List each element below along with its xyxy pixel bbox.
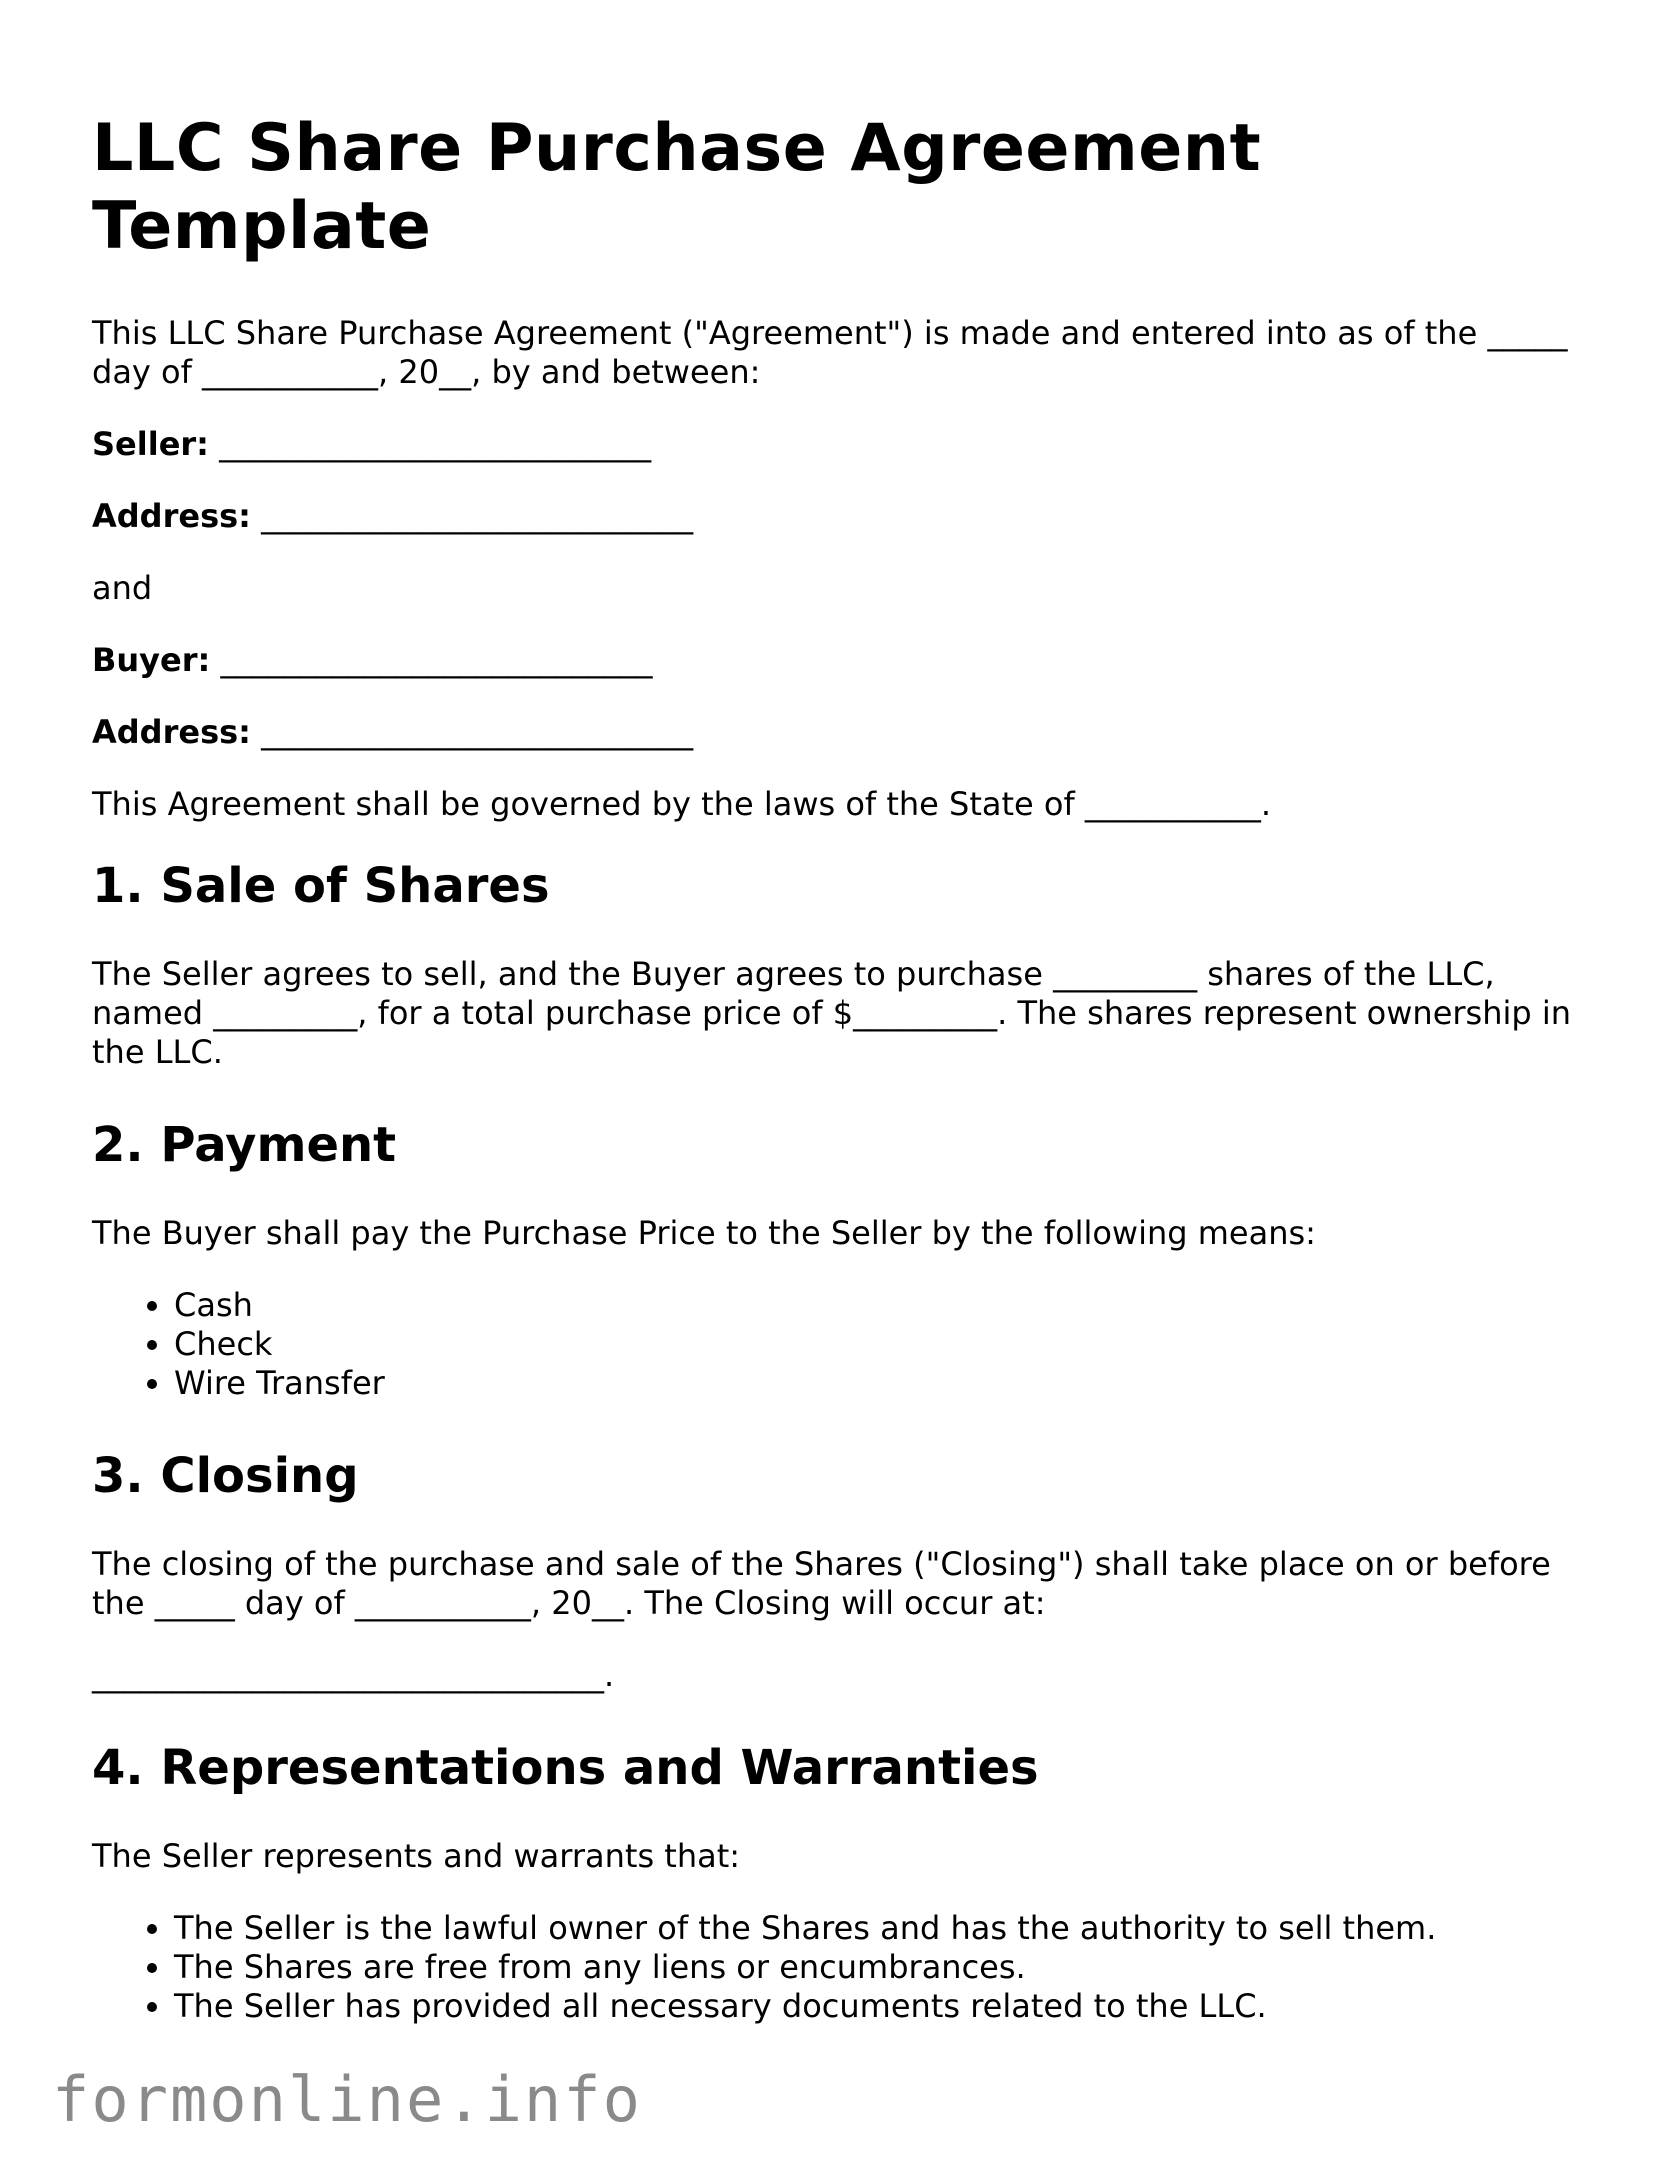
section-heading-warranties: 4. Representations and Warranties: [92, 1740, 1039, 1796]
list-item: • The Seller is the lawful owner of the Shares and has the authority to sell them.: [174, 1909, 1612, 1948]
seller-address-field: [92, 497, 1612, 536]
document-page: [92, 110, 1612, 2070]
intro-paragraph: This LLC Share Purchase Agreement ("Agreement") is made and entered into as of the _____ day of ___________, 20__, by and between:: [92, 314, 1568, 391]
section-text-sale: The Seller agrees to sell, and the Buyer agrees to purchase _________ shares of the LLC, named _________, for a total purchase price of $_________. The shares represent ownership in the LLC.: [92, 955, 1572, 1071]
seller-field: [92, 425, 1612, 464]
section-text-warranties: The Seller represents and warrants that:: [92, 1837, 741, 1875]
closing-location-blank: ________________________________.: [92, 1656, 615, 1694]
seller-address-label: Address:: [92, 497, 251, 535]
buyer-address-blank: ___________________________: [250, 713, 694, 751]
payment-methods-list: [92, 1286, 1612, 1403]
section-heading-payment: 2. Payment: [92, 1117, 397, 1173]
list-item: • Check: [174, 1325, 1612, 1364]
seller-blank: ___________________________: [208, 425, 652, 463]
list-item: • Cash: [174, 1286, 1612, 1325]
buyer-address-field: [92, 713, 1612, 752]
buyer-address-label: Address:: [92, 713, 251, 751]
seller-label: Seller:: [92, 425, 209, 463]
buyer-label: Buyer:: [92, 641, 211, 679]
section-heading-sale: 1. Sale of Shares: [92, 858, 550, 914]
seller-address-blank: ___________________________: [250, 497, 694, 535]
list-item: • The Seller has provided all necessary documents related to the LLC.: [174, 1987, 1612, 2026]
document-title: LLC Share Purchase Agreement Template: [92, 111, 1262, 264]
buyer-field: [92, 641, 1612, 680]
warranties-list: [92, 1909, 1612, 2026]
list-item: • The Shares are free from any liens or encumbrances.: [174, 1948, 1612, 1987]
section-heading-closing: 3. Closing: [92, 1448, 359, 1504]
buyer-blank: ___________________________: [210, 641, 653, 679]
list-item: • Wire Transfer: [174, 1364, 1612, 1403]
section-text-closing: The closing of the purchase and sale of the Shares ("Closing") shall take place on or before the _____ day of ___________, 20__. The Closing will occur at:: [92, 1545, 1551, 1622]
governing-law-paragraph: This Agreement shall be governed by the laws of the State of ___________.: [92, 785, 1272, 823]
section-text-payment: The Buyer shall pay the Purchase Price to the Seller by the following means:: [92, 1214, 1316, 1252]
and-text: and: [92, 569, 153, 607]
watermark-logo: formonline.info: [52, 2063, 642, 2136]
